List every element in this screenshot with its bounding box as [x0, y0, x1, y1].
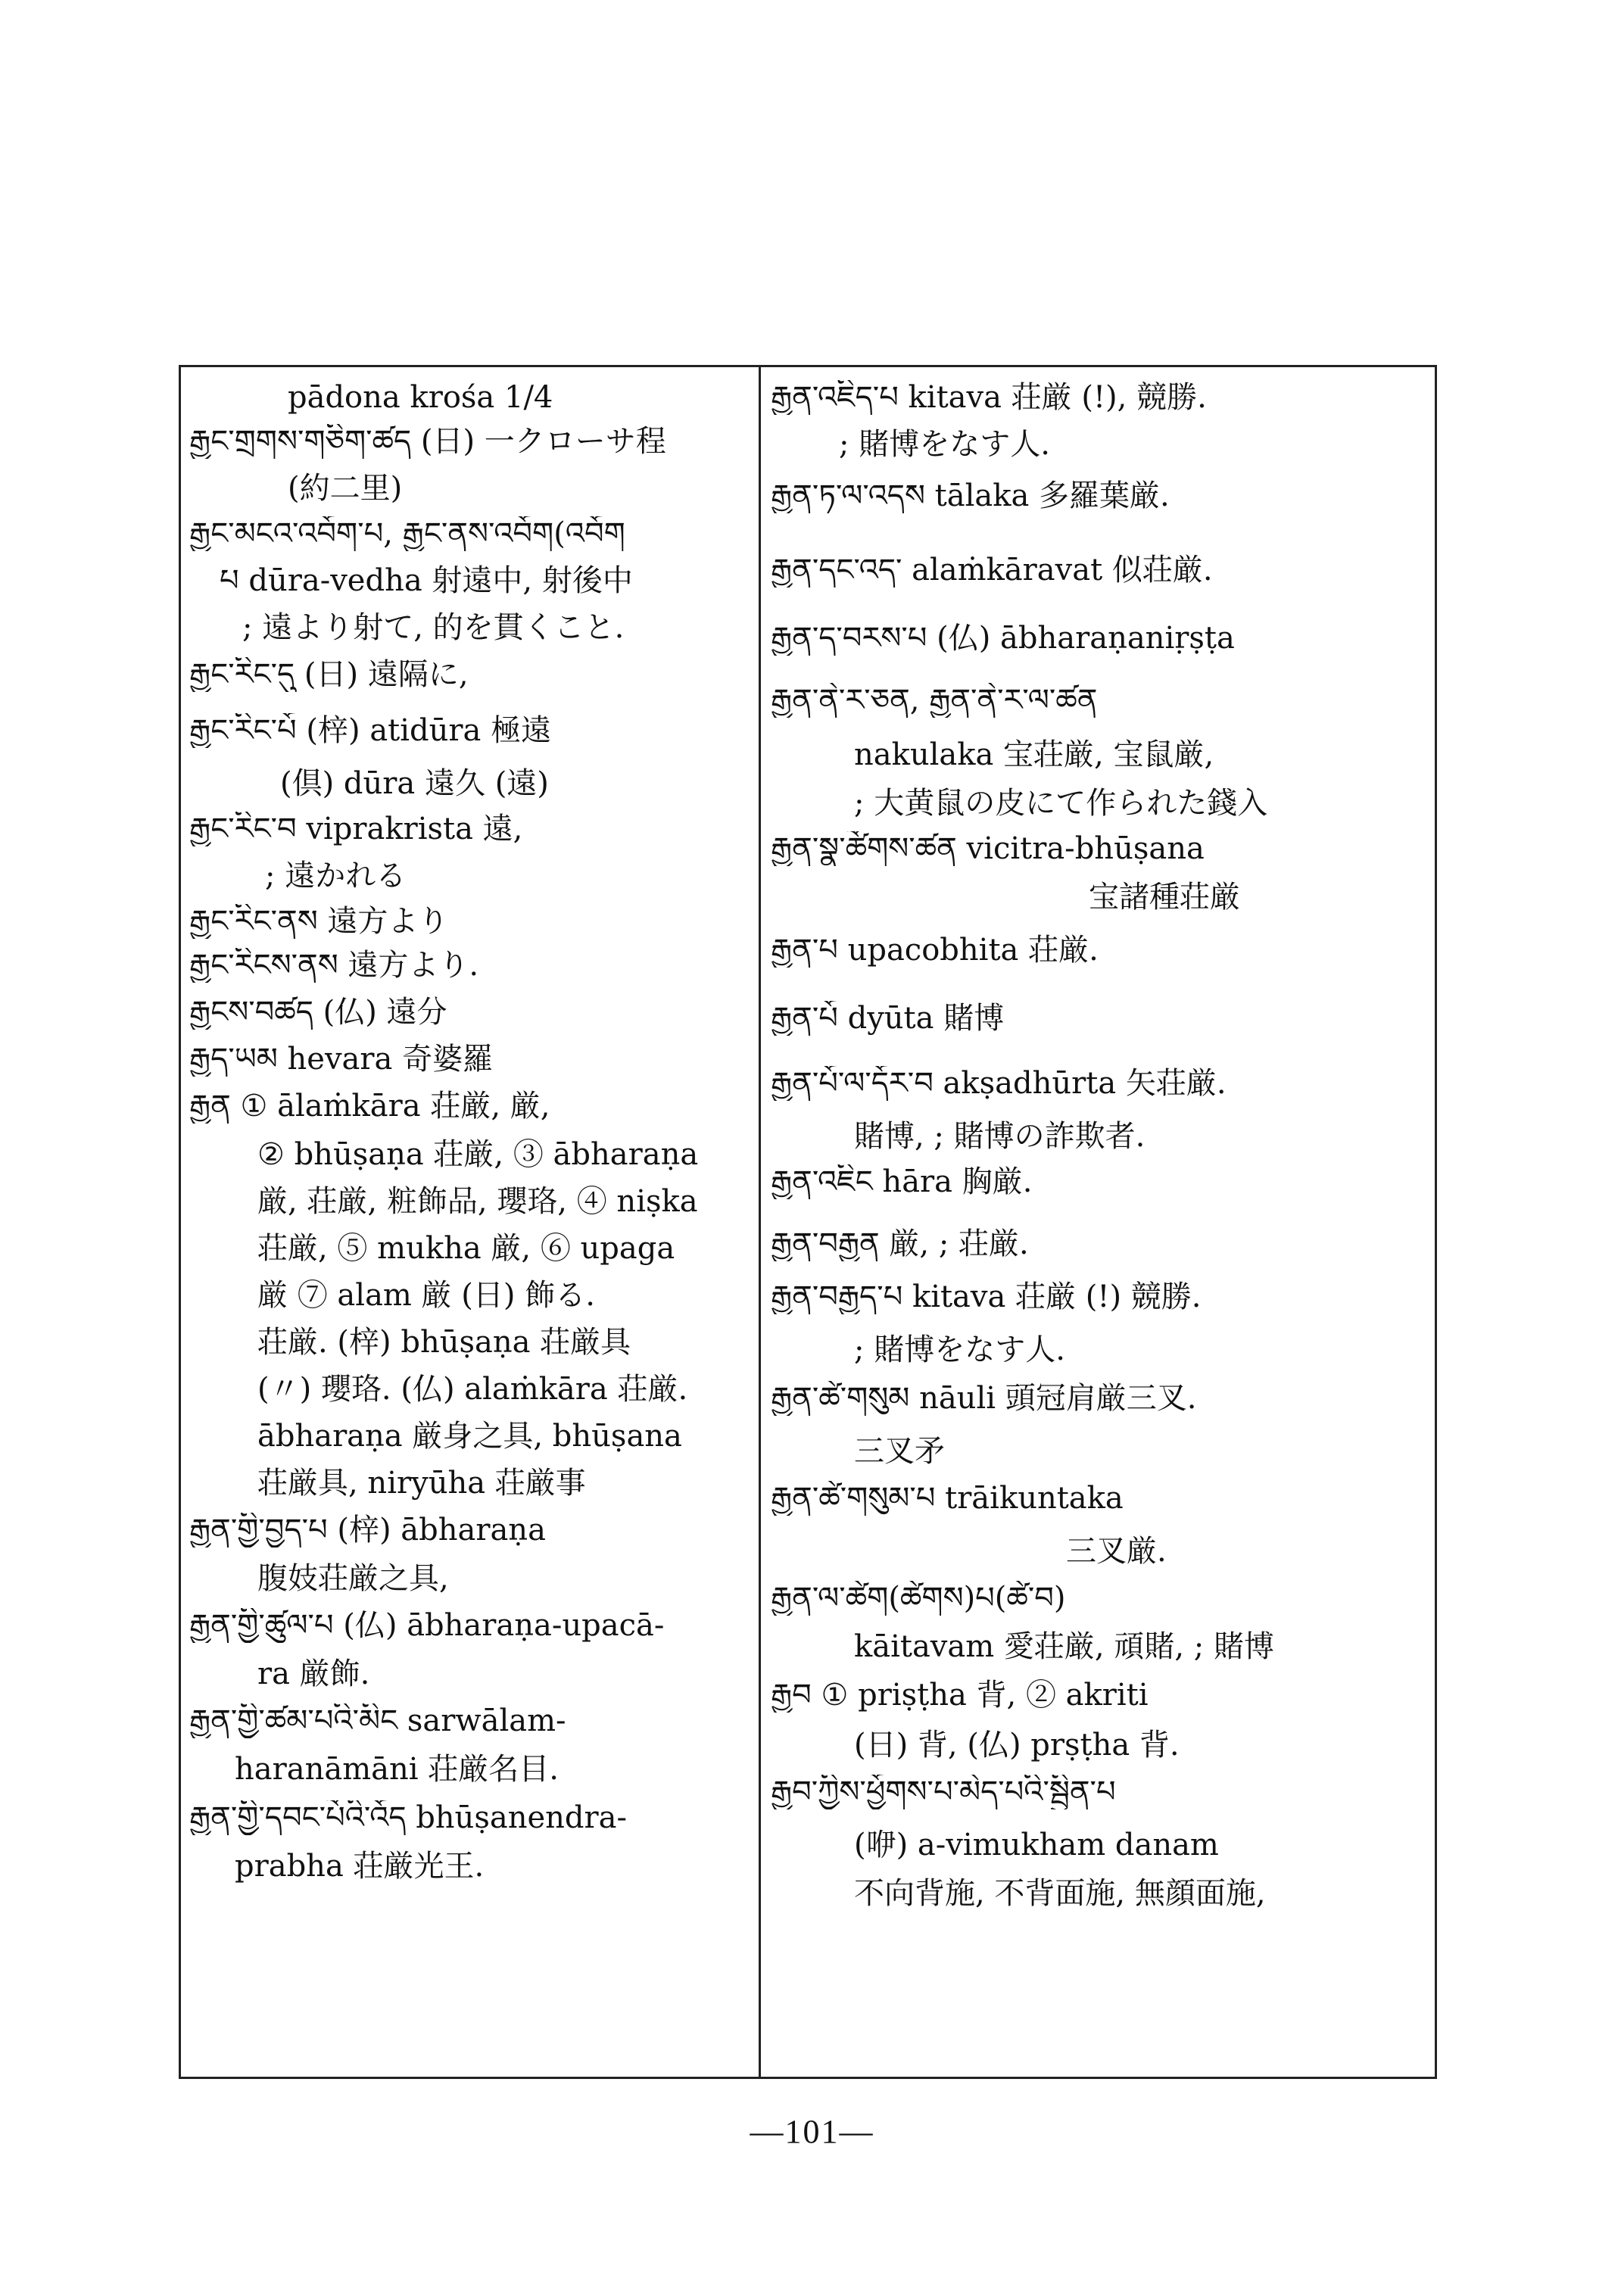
dictionary-line: haranāmāni 荘厳名目. — [235, 1752, 559, 1787]
dictionary-line: རྒྱན་ལ་ཚེག(ཚེགས)པ(ཚེ་བ) — [771, 1581, 1066, 1616]
dictionary-line: རྒྱབ ① priṣṭha 背, ② akriti — [771, 1678, 1149, 1713]
dictionary-line: 荘厳, ⑤ mukha 厳, ⑥ upaga — [257, 1231, 675, 1266]
dictionary-line: ; 大黄鼠の皮にて作られた錢入 — [854, 786, 1268, 821]
dictionary-line: nakulaka 宝荘厳, 宝鼠厳, — [854, 737, 1214, 772]
dictionary-line: 厳, 荘厳, 粧飾品, 瓔珞, ④ niṣka — [257, 1184, 698, 1219]
dictionary-line: རྒྱན་ཚེ་གསུམ nāuli 頭冠肩厳三叉. — [771, 1381, 1197, 1416]
dictionary-line: kāitavam 愛荘厳, 頑賭, ; 賭博 — [854, 1629, 1274, 1664]
dictionary-line: 荘厳具, niryūha 荘厳事 — [257, 1466, 586, 1501]
dictionary-line: རྒྱན་གྱི་ཚུལ་པ (仏) ābharaṇa-upacā- — [189, 1608, 665, 1643]
dictionary-line: རྒྱན་པོ་ལ་དོར་བ akṣadhūrta 矢荘厳. — [771, 1066, 1227, 1101]
dictionary-line: (〃) 瓔珞. (仏) alaṁkāra 荘厳. — [257, 1372, 688, 1407]
dictionary-line: རྒྱང་རིང་པོ (梓) atidūra 極遠 — [189, 713, 552, 748]
dictionary-line: རྒྱན་གྱི་ཚམ་པའི་མིང sarwālam- — [189, 1703, 566, 1738]
dictionary-line: (倶) dūra 遠久 (遠) — [280, 766, 549, 801]
dictionary-line: རྒྱན་གྱི་དབང་པོའི་འོད bhūṣanendra- — [189, 1800, 627, 1835]
right-column — [771, 365, 1431, 2079]
dictionary-line: པ dūra-vedha 射遠中, 射後中 — [220, 563, 633, 598]
dictionary-line: ; 遠かれる — [265, 859, 407, 893]
dictionary-line: 厳 ⑦ alam 厳 (日) 飾る. — [257, 1278, 595, 1313]
dictionary-line: རྒྱན་འཇིང hāra 胸厳. — [771, 1164, 1033, 1199]
dictionary-line: རྒྱན་ད་བརས་པ (仏) ābharaṇaniṛṣṭa — [771, 621, 1235, 656]
dictionary-line: རྒྱན་པ upacobhita 荘厳. — [771, 933, 1099, 968]
dictionary-line: (咿) a-vimukham danam — [854, 1828, 1219, 1862]
dictionary-line: 三叉矛 — [854, 1434, 945, 1469]
page-number: —101— — [750, 2113, 874, 2150]
dictionary-line: རྒྱན་སྣ་ཚོགས་ཚན vicitra-bhūṣana — [771, 831, 1205, 866]
dictionary-line: རྒྱན་འཇིད་པ kitava 荘厳 (!), 競勝. — [771, 380, 1207, 415]
dictionary-line: (日) 背, (仏) prṣṭha 背. — [854, 1728, 1180, 1763]
dictionary-line: རྒྱང་རིང་དུ (日) 遠隔に, — [189, 657, 469, 692]
dictionary-line: རྒྱན་དང་འད་ alaṁkāravat 似荘厳. — [771, 553, 1213, 588]
dictionary-line: pādona krośa 1/4 — [288, 380, 553, 415]
dictionary-line: 腹妓荘厳之具, — [257, 1561, 449, 1596]
dictionary-line: རྒྱང་རིངས་ནས 遠方より. — [189, 948, 479, 983]
dictionary-line: ābharaṇa 厳身之具, bhūṣana — [257, 1419, 682, 1454]
dictionary-line: རྒྱན་བརྒྱད་པ kitava 荘厳 (!) 競勝. — [771, 1279, 1202, 1314]
dictionary-line: རྒྱན་བརྒྱན 厳, ; 荘厳. — [771, 1226, 1029, 1261]
dictionary-line: 賭博, ; 賭博の詐欺者. — [854, 1119, 1146, 1154]
dictionary-line: prabha 荘厳光王. — [235, 1849, 485, 1884]
dictionary-line: ra 厳飾. — [257, 1657, 370, 1691]
dictionary-line: (約二里) — [288, 471, 403, 506]
dictionary-line: ② bhūṣaṇa 荘厳, ③ ābharaṇa — [257, 1137, 699, 1172]
column-divider — [759, 365, 761, 2079]
dictionary-line: ; 賭博をなす人. — [839, 427, 1050, 462]
dictionary-line: རྒྱན་ཏ་ལ་འདས tālaka 多羅葉厳. — [771, 478, 1170, 513]
dictionary-line: རྒྱངས་བཚད (仏) 遠分 — [189, 995, 447, 1030]
dictionary-line: རྒྱན ① ālaṁkāra 荘厳, 厳, — [189, 1089, 550, 1124]
dictionary-line: ; 賭博をなす人. — [854, 1332, 1065, 1367]
left-column — [189, 365, 751, 2079]
dictionary-line: 三叉厳. — [1066, 1534, 1167, 1569]
dictionary-line: རྒྱན་ཚེ་གསུམ་པ trāikuntaka — [771, 1481, 1124, 1516]
dictionary-line: རྒྱན་པོ dyūta 賭博 — [771, 1001, 1005, 1036]
dictionary-line: 荘厳. (梓) bhūṣaṇa 荘厳具 — [257, 1325, 631, 1360]
dictionary-line: 不向背施, 不背面施, 無顔面施, — [854, 1876, 1266, 1911]
dictionary-line: རྒྱང་མངའ་འབོག་པ, རྒྱང་ནས་འབོག(འབོག — [189, 516, 625, 551]
dictionary-line: ; 遠より射て, 的を貫くこと. — [242, 610, 625, 645]
dictionary-line: རྒྱན་ནེ་ར་ཅན, རྒྱན་ནེ་ར་ལ་ཚན — [771, 683, 1098, 718]
dictionary-line: རྒྱང་གྲགས་གཅིག་ཚད (日) 一クローサ程 — [189, 424, 666, 459]
dictionary-line: རྒྱབ་ཀྱིས་ཕྱོགས་པ་མེད་པའི་སྦྱིན་པ — [771, 1775, 1116, 1809]
dictionary-line: རྒྱང་རིང་བ viprakrista 遠, — [189, 812, 523, 846]
dictionary-line: རྒྱན་གྱི་བྱད་པ (梓) ābharaṇa — [189, 1513, 546, 1548]
dictionary-line: 宝諸種荘厳 — [1089, 880, 1240, 915]
dictionary-line: རྒྱང་རིང་ནས 遠方より — [189, 904, 449, 939]
dictionary-line: རྒྱད་ཡམ hevara 奇婆羅 — [189, 1042, 494, 1077]
